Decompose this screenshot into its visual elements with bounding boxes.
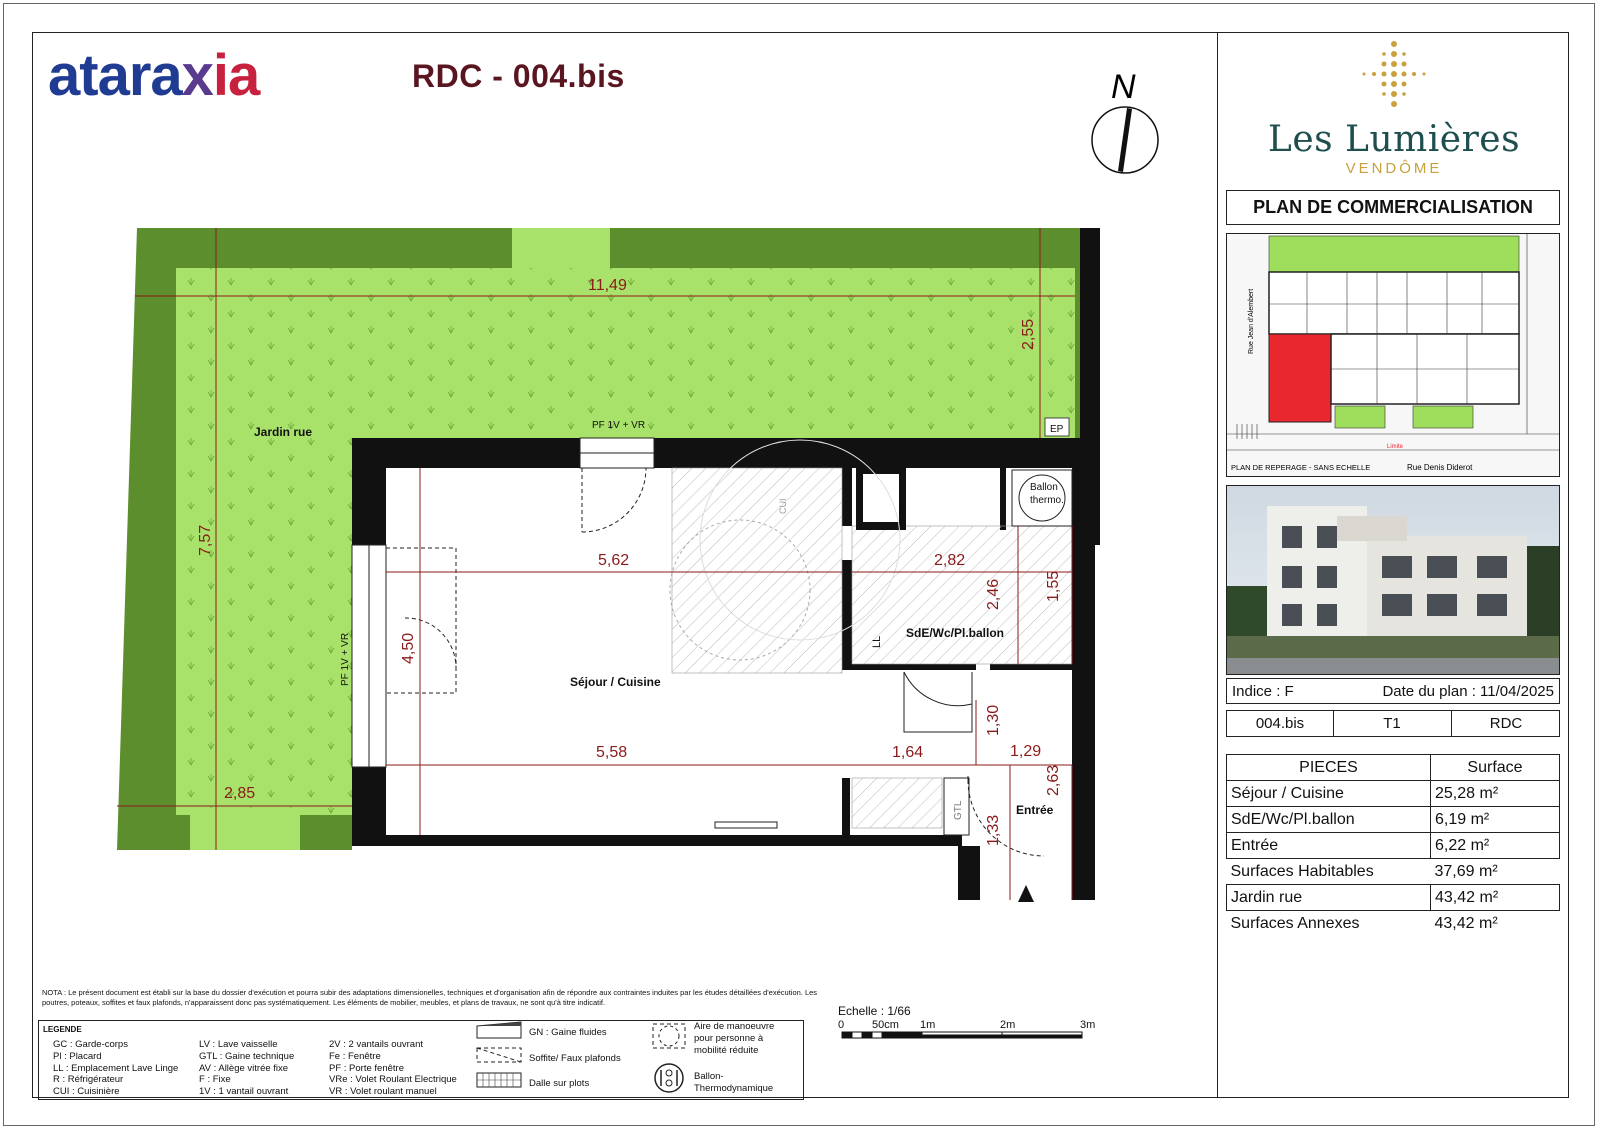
lot-title: RDC - 004.bis [412, 58, 625, 94]
plan-meta-row [1226, 678, 1560, 704]
label-ll: LL [871, 635, 883, 648]
legend-item: PF : Porte fenêtre [329, 1063, 404, 1074]
legend-item: VR : Volet roulant manuel [329, 1086, 437, 1097]
dim-2-85: 2,85 [224, 785, 256, 802]
legend-item: 1V : 1 vantail ouvrant [199, 1086, 289, 1097]
dim-2-46: 2,46 [985, 578, 1002, 610]
residence-city: VENDÔME [1345, 160, 1443, 177]
logo-part-1: atara [48, 43, 182, 108]
header-surface: Surface [1431, 755, 1560, 781]
table-row [1227, 911, 1560, 937]
room-surface: 37,69 m² [1434, 862, 1498, 880]
plan-index: Indice : F [1232, 683, 1294, 700]
key-plan-street-bottom: Rue Denis Diderot [1407, 463, 1473, 472]
room-surface: 43,42 m² [1434, 914, 1498, 932]
dim-2-63: 2,63 [1045, 764, 1062, 796]
legend-item: CUI : Cuisinière [53, 1086, 120, 1097]
legend-soffite: Soffite/ Faux plafonds [529, 1053, 621, 1064]
key-plan-limit-label: Limite [1387, 444, 1404, 450]
legend-item: Fe : Fenêtre [329, 1051, 381, 1062]
legend-aire-3: mobilité réduite [694, 1045, 759, 1056]
plan-type-title: PLAN DE COMMERCIALISATION [1226, 190, 1560, 225]
lot-type: T1 [1383, 715, 1401, 732]
sheet-divider [1217, 32, 1218, 1098]
sparkle-logo-icon [1354, 38, 1434, 110]
room-surface: 25,28 m² [1431, 781, 1560, 807]
surfaces-table [1226, 754, 1560, 936]
legend-symbols [475, 1020, 525, 1100]
key-plan [1226, 233, 1560, 477]
logo-part-3: ia [212, 43, 260, 108]
legend-aire-2: pour personne à [694, 1033, 764, 1044]
key-plan-drawing [1227, 234, 1560, 477]
legend-pmr-ballon-icons [647, 1020, 691, 1100]
room-surface: 43,42 m² [1431, 885, 1560, 911]
table-row [1227, 833, 1560, 859]
soffite-zone [852, 526, 1072, 664]
dim-11-49: 11,49 [588, 277, 627, 294]
legend-item: 2V : 2 vantails ouvrant [329, 1039, 423, 1050]
lot-identifiers-row [1226, 710, 1560, 737]
room-name: Surfaces Annexes [1230, 914, 1360, 932]
legend-item: Pl : Placard [53, 1051, 102, 1062]
dim-1-55: 1,55 [1045, 570, 1062, 602]
scale-bar [836, 1018, 1106, 1046]
legend-item: AV : Allège vitrée fixe [199, 1063, 289, 1074]
residence-brand [1226, 38, 1562, 177]
scale-tick: 1m [920, 1019, 936, 1031]
legend-ballon-2: Thermodynamique [694, 1083, 774, 1094]
dim-2-82: 2,82 [934, 552, 966, 569]
room-name: Jardin rue [1227, 885, 1431, 911]
label-cui: CUI [778, 498, 788, 514]
label-ep: EP [1050, 424, 1064, 435]
legend-item: F : Fixe [199, 1074, 231, 1085]
dim-5-58: 5,58 [596, 744, 628, 761]
table-header-row [1227, 755, 1560, 781]
room-surface: 6,19 m² [1431, 807, 1560, 833]
plan-date: Date du plan : 11/04/2025 [1382, 683, 1554, 700]
scale-tick: 50cm [872, 1019, 899, 1031]
legend-item: LL : Emplacement Lave Linge [53, 1063, 179, 1074]
legend-dalle: Dalle sur plots [529, 1078, 590, 1089]
dim-1-33: 1,33 [985, 814, 1002, 846]
header-pieces: PIECES [1227, 755, 1431, 781]
room-name: SdE/Wc/Pl.ballon [1227, 807, 1431, 833]
label-gtl: GTL [953, 800, 964, 820]
building-render-image [1226, 485, 1560, 675]
room-name: Séjour / Cuisine [1227, 781, 1431, 807]
soffite-zone [852, 778, 942, 828]
key-plan-street-left: Rue Jean d'Alembert [1248, 288, 1255, 354]
label-sejour: Séjour / Cuisine [570, 675, 661, 689]
legend-item: VRe : Volet Roulant Electrique [329, 1074, 457, 1085]
table-row [1227, 859, 1560, 885]
label-jardin: Jardin rue [254, 425, 313, 439]
dim-5-62: 5,62 [598, 552, 630, 569]
logo-part-2: x [181, 43, 213, 108]
scale-tick: 2m [1000, 1019, 1016, 1031]
label-pf-left: PF 1V + VR [340, 632, 351, 686]
key-plan-caption: PLAN DE REPERAGE - SANS ECHELLE [1231, 463, 1371, 472]
dim-7-57: 7,57 [197, 524, 214, 556]
soffite-zone [672, 468, 842, 673]
room-name: Entrée [1227, 833, 1431, 859]
legend-item: LV : Lave vaisselle [199, 1039, 278, 1050]
legend-item: R : Réfrigérateur [53, 1074, 124, 1085]
north-label: N [1111, 68, 1136, 106]
dim-2-55: 2,55 [1020, 318, 1037, 350]
legend-item: GC : Garde-corps [53, 1039, 128, 1050]
lot-level: RDC [1489, 715, 1523, 732]
legend-gn: GN : Gaine fluides [529, 1027, 607, 1038]
disclaimer-note: NOTA : Le présent document est établi sur la base du dossier d'exécution et pourra subir des adaptations dimensionelles, techniques et d'organisation afin de répondre aux contraintes induites par les études détaillées d'exécution. Les poutres, poteaux, soffites et faux plafonds, n'apparaissent donc pas systématiquement. Les éléments de mobilier, meubles, et plans de travaux, ne sont qu'à titre indicatif. [42, 988, 818, 1007]
legend-ballon-1: Ballon- [694, 1071, 724, 1082]
dim-1-29: 1,29 [1010, 743, 1042, 760]
legend-item: GTL : Gaine technique [199, 1051, 295, 1062]
dim-1-64: 1,64 [892, 744, 924, 761]
table-row [1227, 781, 1560, 807]
room-surface: 6,22 m² [1431, 833, 1560, 859]
dim-4-50: 4,50 [400, 632, 417, 664]
legend-aire-1: Aire de manoeuvre [694, 1021, 775, 1032]
legend-title: LEGENDE [43, 1025, 82, 1034]
building-render-drawing [1227, 486, 1560, 675]
label-ballon: Ballon [1030, 482, 1058, 493]
label-ballon-thermo: thermo. [1030, 495, 1064, 506]
room-name: Surfaces Habitables [1230, 862, 1374, 880]
scale-tick: 0 [838, 1019, 845, 1031]
legend-box [38, 1020, 804, 1100]
scale-tick: 3m [1080, 1019, 1096, 1031]
lot-number: 004.bis [1255, 715, 1305, 732]
dim-1-30: 1,30 [985, 704, 1002, 736]
scale-label: Echelle : 1/66 [838, 1004, 911, 1018]
residence-name: Les Lumières [1267, 119, 1521, 160]
label-entree: Entrée [1016, 803, 1054, 817]
table-row [1227, 807, 1560, 833]
label-sde: SdE/Wc/Pl.ballon [906, 626, 1005, 640]
table-row [1227, 885, 1560, 911]
label-pf-top: PF 1V + VR [592, 420, 646, 431]
